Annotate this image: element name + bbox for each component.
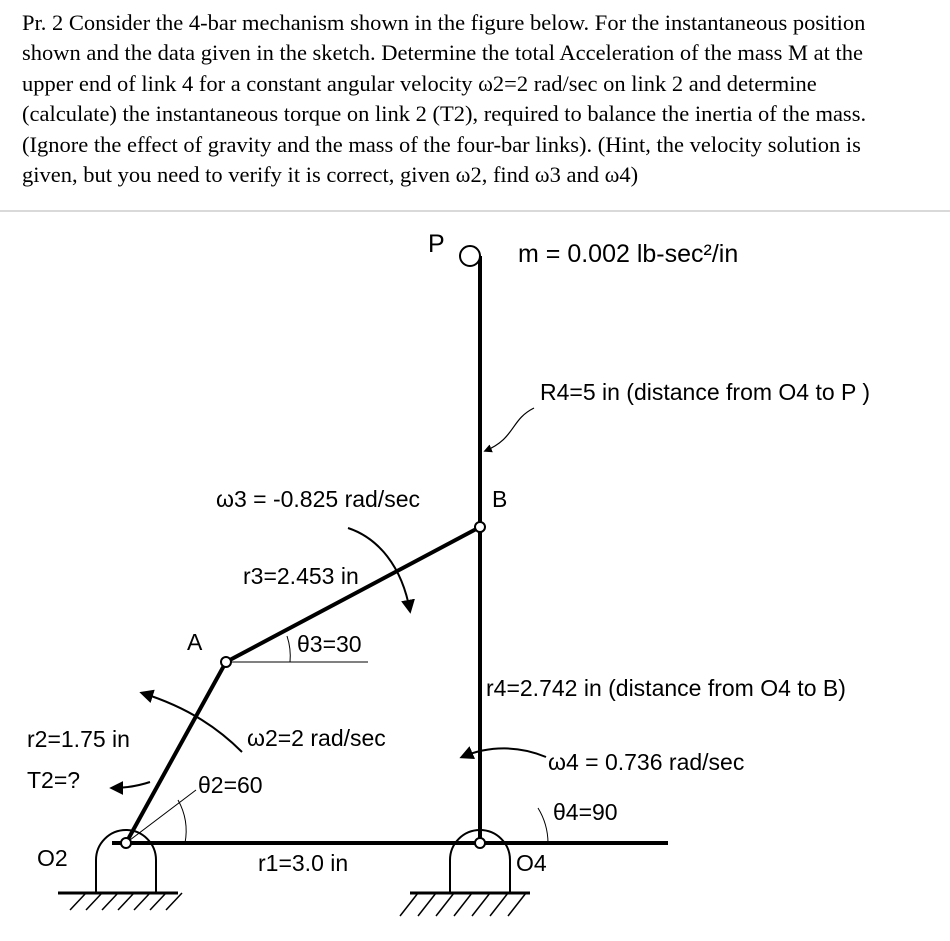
label-omega2: ω2=2 rad/sec — [247, 725, 386, 751]
label-a: A — [187, 629, 203, 655]
joint-a — [221, 657, 231, 667]
omega4-arrow — [462, 748, 546, 757]
label-r4: r4=2.742 in (distance from O4 to B) — [486, 675, 846, 701]
theta4-arc — [538, 808, 548, 843]
torque-t2-arrow — [112, 782, 150, 788]
label-r2: r2=1.75 in — [27, 726, 130, 752]
theta3-arc — [287, 636, 290, 662]
problem-line-6: given, but you need to verify it is correct, given ω2, find ω3 and ω4) — [22, 162, 639, 188]
label-theta3: θ3=30 — [297, 631, 362, 657]
label-o4: O4 — [516, 850, 547, 876]
label-theta4: θ4=90 — [553, 799, 618, 825]
label-r1: r1=3.0 in — [258, 850, 349, 876]
theta2-reference-line — [126, 790, 196, 843]
label-o2: O2 — [37, 845, 68, 871]
label-t2: T2=? — [27, 767, 81, 793]
theta2-arc — [178, 800, 186, 843]
label-r3: r3=2.453 in — [243, 563, 359, 589]
label-r4-full: R4=5 in (distance from O4 to P ) — [540, 379, 871, 405]
label-omega3: ω3 = -0.825 rad/sec — [216, 486, 420, 512]
label-b: B — [492, 486, 508, 512]
label-omega4: ω4 = 0.736 rad/sec — [548, 749, 745, 775]
joint-b — [475, 522, 485, 532]
problem-line-4: (calculate) the instantaneous torque on link 2 (T2), required to balance the inertia of the mass. — [22, 101, 867, 127]
problem-line-1: Pr. 2 Consider the 4-bar mechanism shown in the figure below. For the instantaneous position — [22, 10, 866, 35]
r4-pointer-arrow — [485, 408, 534, 451]
problem-line-5: (Ignore the effect of gravity and the mass of the four-bar links). (Hint, the velocity solution is — [22, 131, 861, 157]
label-mass: m = 0.002 lb-sec²/in — [518, 240, 739, 268]
mass-point-p — [460, 246, 480, 266]
link-2 — [126, 662, 226, 843]
label-theta2: θ2=60 — [198, 772, 263, 798]
problem-line-3: upper end of link 4 for a constant angular velocity ω2=2 rad/sec on link 2 and determine — [22, 70, 817, 96]
problem-line-2: shown and the data given in the sketch. Determine the total Acceleration of the mass M at the — [22, 40, 863, 66]
label-p: P — [428, 230, 445, 258]
